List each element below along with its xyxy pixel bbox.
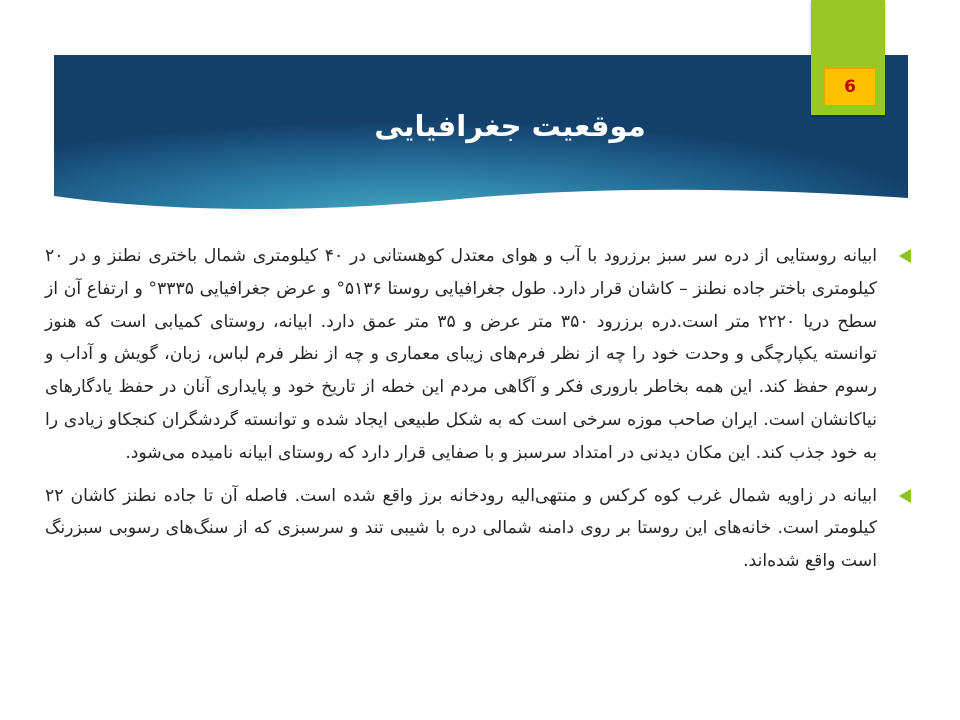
bullet-item xyxy=(45,240,915,470)
bullet-text: ابیانه روستایی از دره سر سبز برزرود با آب و هوای معتدل کوهستانی در ۴۰ کیلومتری شمال باختری نطنز و در ۲۰ کیلومتری باختر جاده نطنز – کاشان قرار دارد. طول جغرافیایی روستا ۵۱۳۶° و عرض جغرافیایی ۳۳۳۵° و ارتفاع آن از سطح دریا ۲۲۲۰ متر است.دره برزرود ۳۵۰ متر عرض و ۳۵ متر عمق دارد. ابیانه، روستای کمیابی است که هنوز توانسته یکپارچگی و وحدت خود را چه از نظر فرم‌های زیبای معماری و چه از نظر فرم لباس، زبان، گویش و آداب و رسوم حفظ کند. این همه بخاطر باروری فکر و آگاهی مردم این خطه از تاریخ خود و پایداری آنان در حفظ یادگارهای نیاکانشان است. ایران صاحب موزه سرخی است که به شکل طبیعی ایجاد شده و توانسته گردشگران کنجکاو زیادی را به خود جذب کند. این مکان دیدنی در امتداد سرسبز و با صفایی قرار دارد که روستای ابیانه نامیده می‌شود. xyxy=(45,246,877,463)
slide-body xyxy=(45,240,915,588)
bullet-item xyxy=(45,480,915,578)
triangle-bullet-icon xyxy=(899,249,911,263)
triangle-bullet-icon xyxy=(899,489,911,503)
slide-number: 6 xyxy=(824,68,876,106)
slide-title: موقعیت جغرافیایی xyxy=(374,109,646,143)
bullet-text: ابیانه در زاویه شمال غرب کوه کرکس و منتهی‌الیه رودخانه برز واقع شده است. فاصله آن تا جاده نطنز کاشان ۲۲ کیلومتر است. خانه‌های این روستا بر روی دامنه شمالی دره با شیبی تند و سرسبزی که از سنگ‌های رسوبی سبزرنگ است واقع شده‌اند. xyxy=(45,485,877,572)
